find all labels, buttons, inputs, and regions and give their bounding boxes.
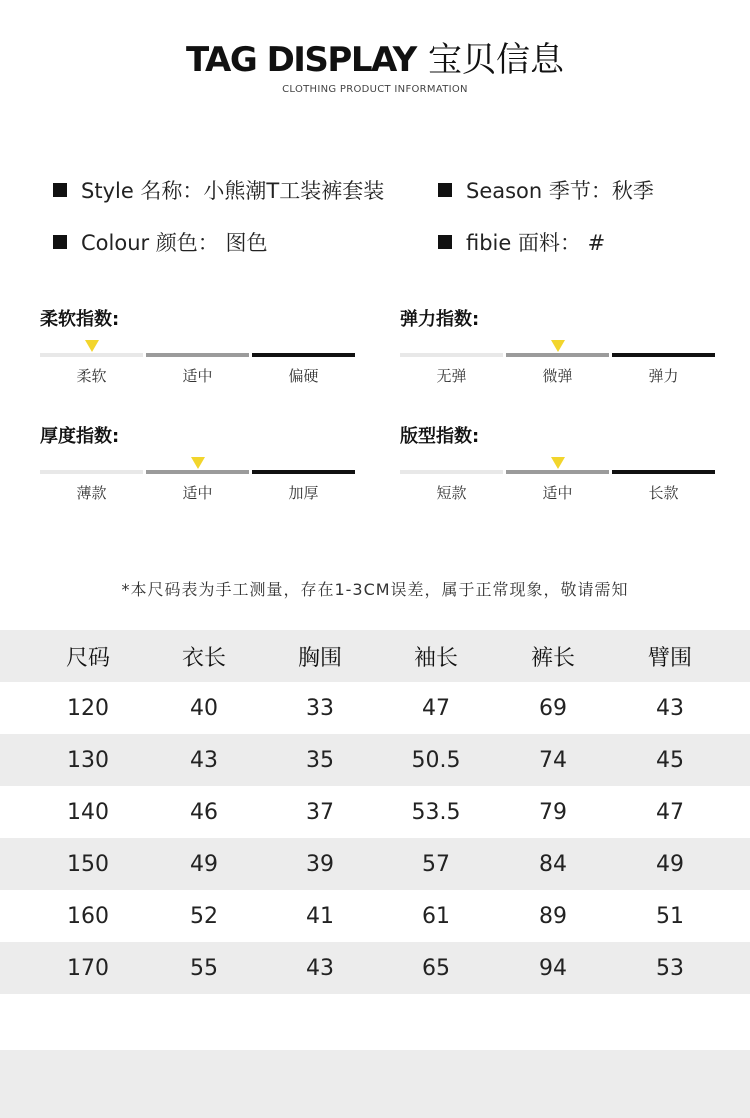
scale-segment <box>252 470 355 474</box>
table-row <box>0 942 750 994</box>
bullet-square-icon <box>438 235 452 249</box>
table-cell: 69 <box>539 695 567 721</box>
info-style <box>53 175 384 205</box>
index-scale <box>400 353 715 357</box>
scale-segment <box>252 353 355 357</box>
table-cell: 120 <box>67 695 109 721</box>
info-colour <box>53 227 268 257</box>
table-header-cell: 尺码 <box>65 645 110 671</box>
index-label: 弹力指数: <box>400 309 480 330</box>
table-cell: 47 <box>422 695 450 721</box>
table-cell: 40 <box>190 695 218 721</box>
table-cell: 43 <box>306 955 334 981</box>
table-cell: 39 <box>306 851 334 877</box>
table-cell: 89 <box>539 903 567 929</box>
level-label: 适中 <box>182 484 213 502</box>
table-cell: 130 <box>67 747 109 773</box>
table-cell: 55 <box>190 955 218 981</box>
table-cell: 94 <box>539 955 567 981</box>
table-header-cell: 裤长 <box>530 645 575 671</box>
fit-index <box>400 422 715 502</box>
table-header-cell: 衣长 <box>181 645 226 671</box>
level-label: 微弹 <box>542 367 573 385</box>
level-label: 薄款 <box>76 484 107 502</box>
info-fabric-text: fibie 面料： # <box>466 231 606 255</box>
table-row <box>0 786 750 838</box>
bullet-square-icon <box>53 235 67 249</box>
table-cell: 57 <box>422 851 450 877</box>
table-cell: 53 <box>656 955 684 981</box>
level-label: 适中 <box>542 484 573 502</box>
table-cell: 74 <box>539 747 567 773</box>
table-cell: 46 <box>190 799 218 825</box>
index-scale <box>400 470 715 474</box>
table-cell: 45 <box>656 747 684 773</box>
index-scale <box>40 353 355 357</box>
table-row <box>0 682 750 734</box>
page-header <box>0 38 750 95</box>
scale-segment <box>400 353 503 357</box>
indicator-marker-icon <box>551 340 565 352</box>
info-season-text: Season 季节：秋季 <box>466 179 654 203</box>
scale-segment <box>40 353 143 357</box>
info-style-text: Style 名称：小熊潮T工装裤套装 <box>81 179 385 203</box>
table-cell: 49 <box>656 851 684 877</box>
info-colour-text: Colour 颜色： 图色 <box>81 231 268 255</box>
bullet-square-icon <box>53 183 67 197</box>
table-cell: 43 <box>656 695 684 721</box>
scale-segment <box>146 470 249 474</box>
table-cell: 33 <box>306 695 334 721</box>
thickness-index <box>40 422 355 502</box>
scale-segment <box>506 470 609 474</box>
table-cell: 47 <box>656 799 684 825</box>
level-label: 加厚 <box>288 484 319 502</box>
softness-index <box>40 305 355 385</box>
info-fabric <box>438 227 605 257</box>
elasticity-index <box>400 305 715 385</box>
measurement-note: *本尺码表为手工测量，存在1-3CM误差，属于正常现象，敬请需知 <box>121 580 629 599</box>
table-header-row <box>0 630 750 682</box>
table-cell: 65 <box>422 955 450 981</box>
table-cell: 51 <box>656 903 684 929</box>
scale-segment <box>146 353 249 357</box>
level-label: 无弹 <box>436 367 467 385</box>
indicator-marker-icon <box>551 457 565 469</box>
table-row <box>0 890 750 942</box>
title-en: TAG DISPLAY <box>185 40 416 80</box>
indicator-marker-icon <box>191 457 205 469</box>
table-cell: 50.5 <box>411 747 461 773</box>
table-cell: 84 <box>539 851 567 877</box>
scale-segment <box>400 470 503 474</box>
table-row-empty <box>0 994 750 1046</box>
table-row-empty <box>0 1050 750 1118</box>
table-cell: 52 <box>190 903 218 929</box>
scale-segment <box>612 470 715 474</box>
scale-segment <box>506 353 609 357</box>
index-label: 厚度指数: <box>40 426 120 447</box>
table-cell: 41 <box>306 903 334 929</box>
level-label: 偏硬 <box>288 367 319 385</box>
indicator-marker-icon <box>85 340 99 352</box>
index-label: 柔软指数: <box>40 309 120 330</box>
info-season <box>438 175 654 205</box>
table-cell: 53.5 <box>411 799 461 825</box>
level-label: 弹力 <box>648 367 679 385</box>
page-subtitle: CLOTHING PRODUCT INFORMATION <box>282 84 468 95</box>
table-cell: 79 <box>539 799 567 825</box>
title-cn: 宝贝信息 <box>428 40 565 80</box>
level-label: 短款 <box>436 484 467 502</box>
page-title <box>0 38 750 82</box>
table-cell: 49 <box>190 851 218 877</box>
table-row <box>0 838 750 890</box>
level-label: 适中 <box>182 367 213 385</box>
table-header-cell: 臂围 <box>647 645 692 671</box>
table-cell: 61 <box>422 903 450 929</box>
table-cell: 140 <box>67 799 109 825</box>
table-cell: 43 <box>190 747 218 773</box>
table-header-cell: 胸围 <box>297 645 342 671</box>
level-label: 长款 <box>648 484 679 502</box>
table-cell: 37 <box>306 799 334 825</box>
table-row <box>0 734 750 786</box>
index-scale <box>40 470 355 474</box>
scale-segment <box>40 470 143 474</box>
table-cell: 170 <box>67 955 109 981</box>
scale-segment <box>612 353 715 357</box>
table-header-cell: 袖长 <box>413 645 458 671</box>
table-cell: 35 <box>306 747 334 773</box>
table-cell: 160 <box>67 903 109 929</box>
level-label: 柔软 <box>76 367 107 385</box>
bullet-square-icon <box>438 183 452 197</box>
table-cell: 150 <box>67 851 109 877</box>
index-label: 版型指数: <box>400 426 480 447</box>
